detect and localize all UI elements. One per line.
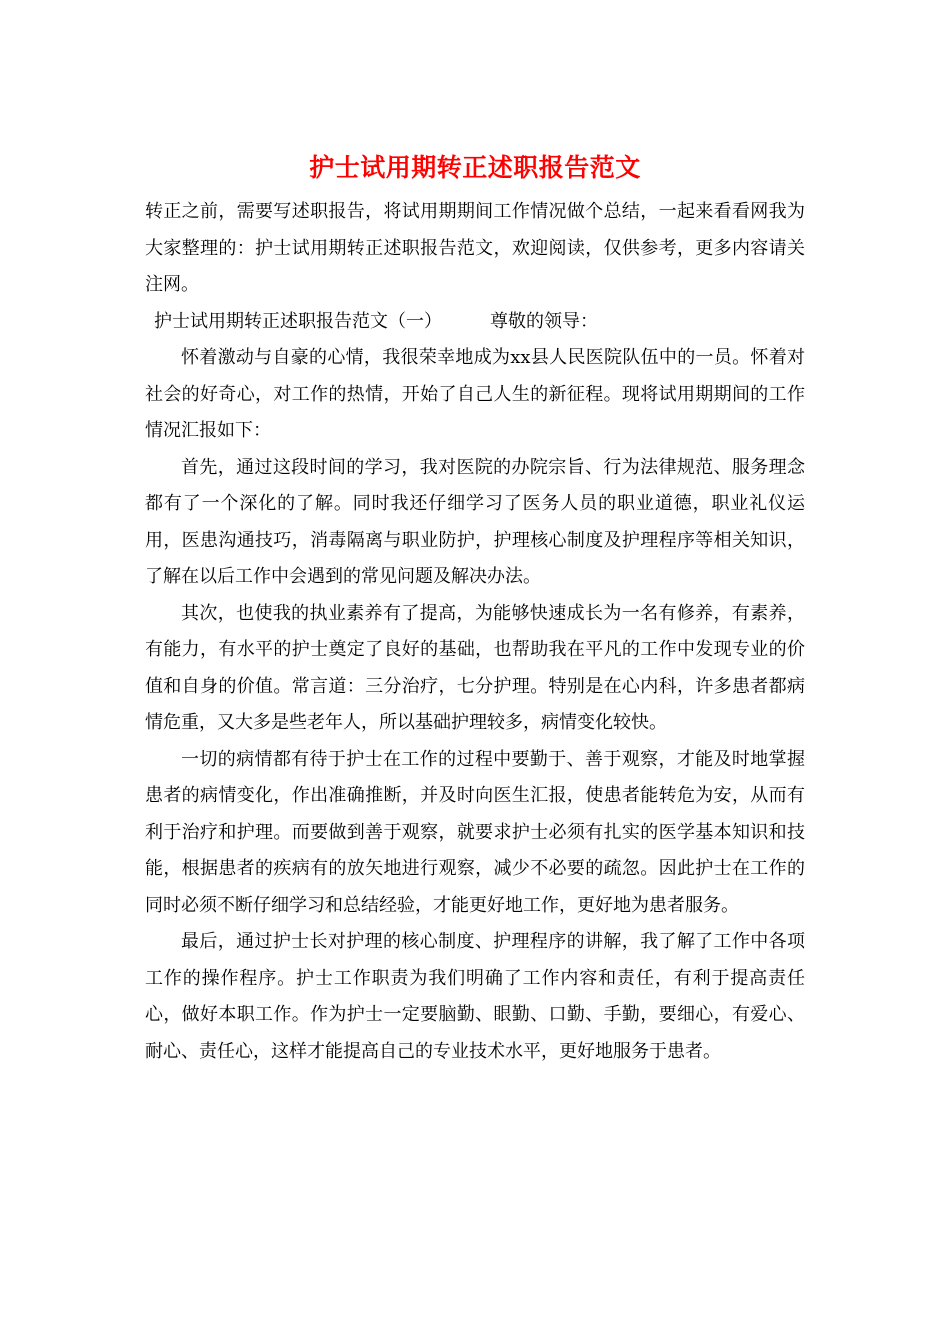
body-paragraph-5: 最后，通过护士长对护理的核心制度、护理程序的讲解，我了解了工作中各项工作的操作程序。护士工作职责为我们明确了工作内容和责任，有利于提高责任心，做好本职工作。作为护士一定要脑勤、眼勤、口勤、手勤，要细心，有爱心、耐心、责任心，这样才能提高自己的专业技术水平，更好地服务于患者。 xyxy=(145,931,805,1062)
body-paragraph-4: 一切的病情都有待于护士在工作的过程中要勤于、善于观察，才能及时地掌握患者的病情变化，作出准确推断，并及时向医生汇报，使患者能转危为安，从而有利于治疗和护理。而要做到善于观察，就要求护士必须有扎实的医学基本知识和技能，根据患者的疾病有的放矢地进行观察，减少不必要的疏忽。因此护士在工作的同时必须不断仔细学习和总结经验，才能更好地工作，更好地为患者服务。 xyxy=(145,748,805,916)
document-body xyxy=(145,194,805,1070)
subheading: 护士试用期转正述职报告范文（一） xyxy=(154,310,442,332)
body-paragraph-3: 其次，也使我的执业素养有了提高，为能够快速成长为一名有修养，有素养，有能力，有水平的护士奠定了良好的基础，也帮助我在平凡的工作中发现专业的价值和自身的价值。常言道：三分治疗，七分护理。特别是在心内科，许多患者都病情危重，又大多是些老年人，所以基础护理较多，病情变化较快。 xyxy=(145,602,805,733)
salutation: 尊敬的领导： xyxy=(490,310,598,332)
document-title: 护士试用期转正述职报告范文 xyxy=(309,153,641,182)
body-paragraph-1: 怀着激动与自豪的心情，我很荣幸地成为xx县人民医院队伍中的一员。怀着对社会的好奇心，对工作的热情，开始了自己人生的新征程。现将试用期期间的工作情况汇报如下： xyxy=(145,347,805,441)
intro-paragraph: 转正之前，需要写述职报告，将试用期期间工作情况做个总结，一起来看看网我为大家整理的：护士试用期转正述职报告范文，欢迎阅读，仅供参考，更多内容请关注网。 xyxy=(145,201,805,295)
body-paragraph-2: 首先，通过这段时间的学习，我对医院的办院宗旨、行为法律规范、服务理念都有了一个深化的了解。同时我还仔细学习了医务人员的职业道德，职业礼仪运用，医患沟通技巧，消毒隔离与职业防护，护理核心制度及护理程序等相关知识，了解在以后工作中会遇到的常见问题及解决办法。 xyxy=(145,456,805,587)
subheading-line xyxy=(145,304,805,341)
